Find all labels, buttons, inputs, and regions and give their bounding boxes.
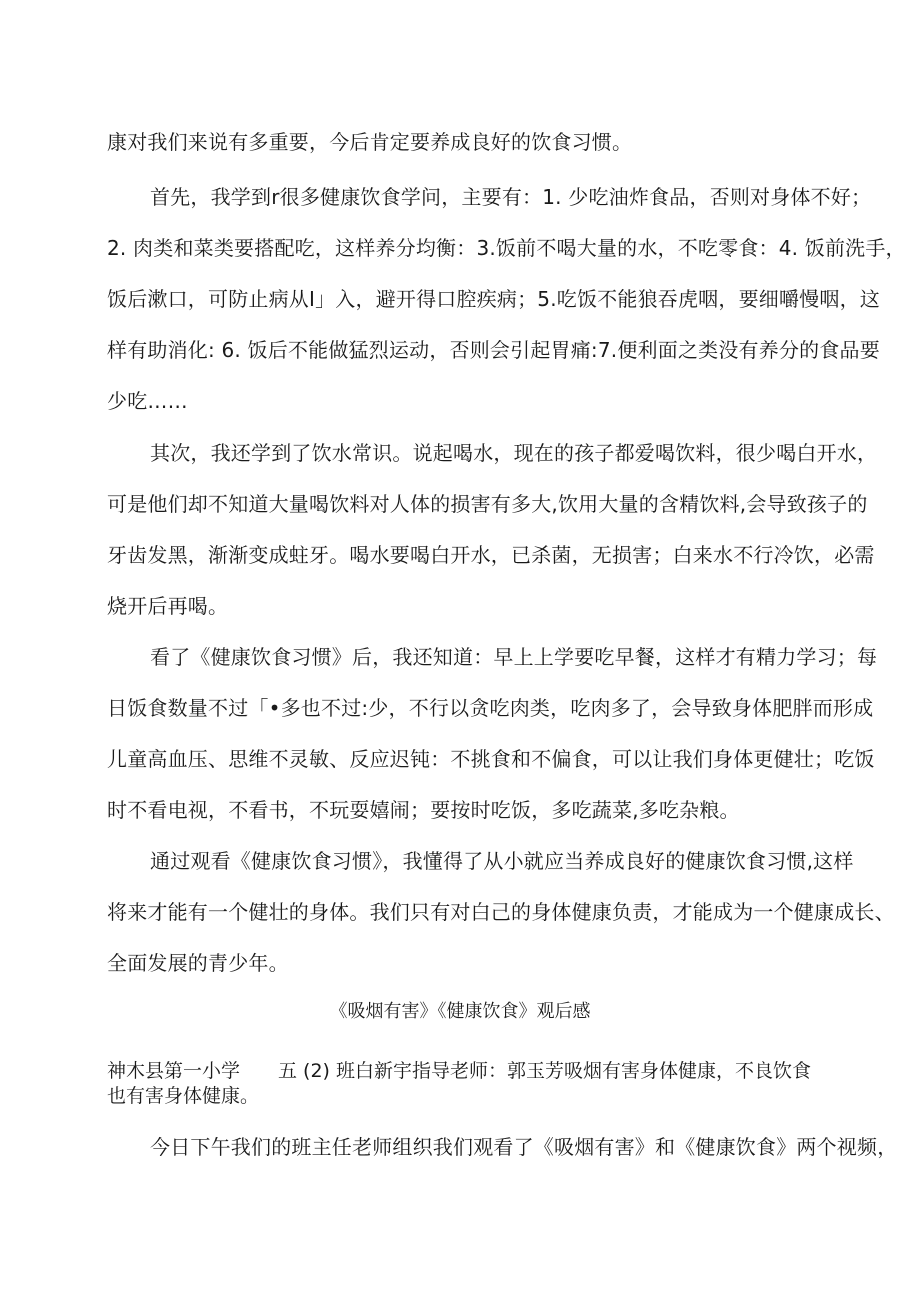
paragraph-line: 烧开后再喝。	[107, 594, 229, 618]
paragraph-line: 牙齿发黑，渐渐变成蛀牙。喝水要喝白开水，已杀菌，无损害；白来水不行冷饮，必需	[107, 543, 875, 567]
paragraph-line: 将来才能有一个健壮的身体。我们只有对白己的身体健康负责，才能成为一个健康成长、	[107, 900, 895, 924]
section-title: 《吸烟有害》《健康饮食》观后感	[329, 1001, 591, 1022]
paragraph-line: 可是他们却不知道大量喝饮料对人体的损害有多大,饮用大量的含精饮料,会导致孩子的	[107, 492, 868, 516]
paragraph-line: 时不看电视，不看书，不玩耍嬉闹；要按时吃饭，多吃蔬菜,多吃杂粮。	[107, 798, 740, 822]
paragraph-line: 其次，我还学到了饮水常识。说起喝水，现在的孩子都爱喝饮料，很少喝白开水，	[150, 441, 878, 465]
paragraph-line: 康对我们来说有多重要，今后肯定要养成良好的饮食习惯。	[107, 130, 633, 154]
byline-line: 神木县第一小学 五 (2) 班白新宇指导老师：郭玉芳吸烟有害身体健康，不良饮食	[107, 1060, 811, 1082]
byline-line: 也有害身体健康。	[107, 1085, 260, 1107]
paragraph-line: 今日下午我们的班主任老师组织我们观看了《吸烟有害》和《健康饮食》两个视频，	[150, 1135, 898, 1159]
paragraph-line: 样有助消化: 6. 饭后不能做猛烈运动，否则会引起胃痛:7.便利面之类没有养分的食品要	[107, 338, 880, 362]
paragraph-line: 饭后漱口，可防止病从I」入，避开得口腔疾病；5.吃饭不能狼吞虎咽，要细嚼慢咽，这	[107, 287, 880, 311]
paragraph-line: 儿童高血压、思维不灵敏、反应迟钝：不挑食和不偏食，可以让我们身体更健壮；吃饭	[107, 747, 875, 771]
paragraph-line: 首先，我学到r很多健康饮食学问，主要有：1. 少吃油炸食品，否则对身体不好；	[150, 185, 872, 209]
paragraph-line: 通过观看《健康饮食习惯》，我懂得了从小就应当养成良好的健康饮食习惯,这样	[150, 849, 854, 873]
paragraph-line: 2. 肉类和菜类要搭配吃，这样养分均衡：3.饭前不喝大量的水，不吃零食：4. 饭前洗手，	[107, 236, 906, 260]
paragraph-line: 日饭食数量不过「•多也不过:少，不行以贪吃肉类，吃肉多了，会导致身体肥胖而形成	[107, 696, 874, 720]
paragraph-line: 少吃……	[107, 389, 188, 413]
paragraph-line: 看了《健康饮食习惯》后，我还知道：早上上学要吃早餐，这样才有精力学习；每	[150, 645, 878, 669]
paragraph-line: 全面发展的青少年。	[107, 951, 289, 975]
